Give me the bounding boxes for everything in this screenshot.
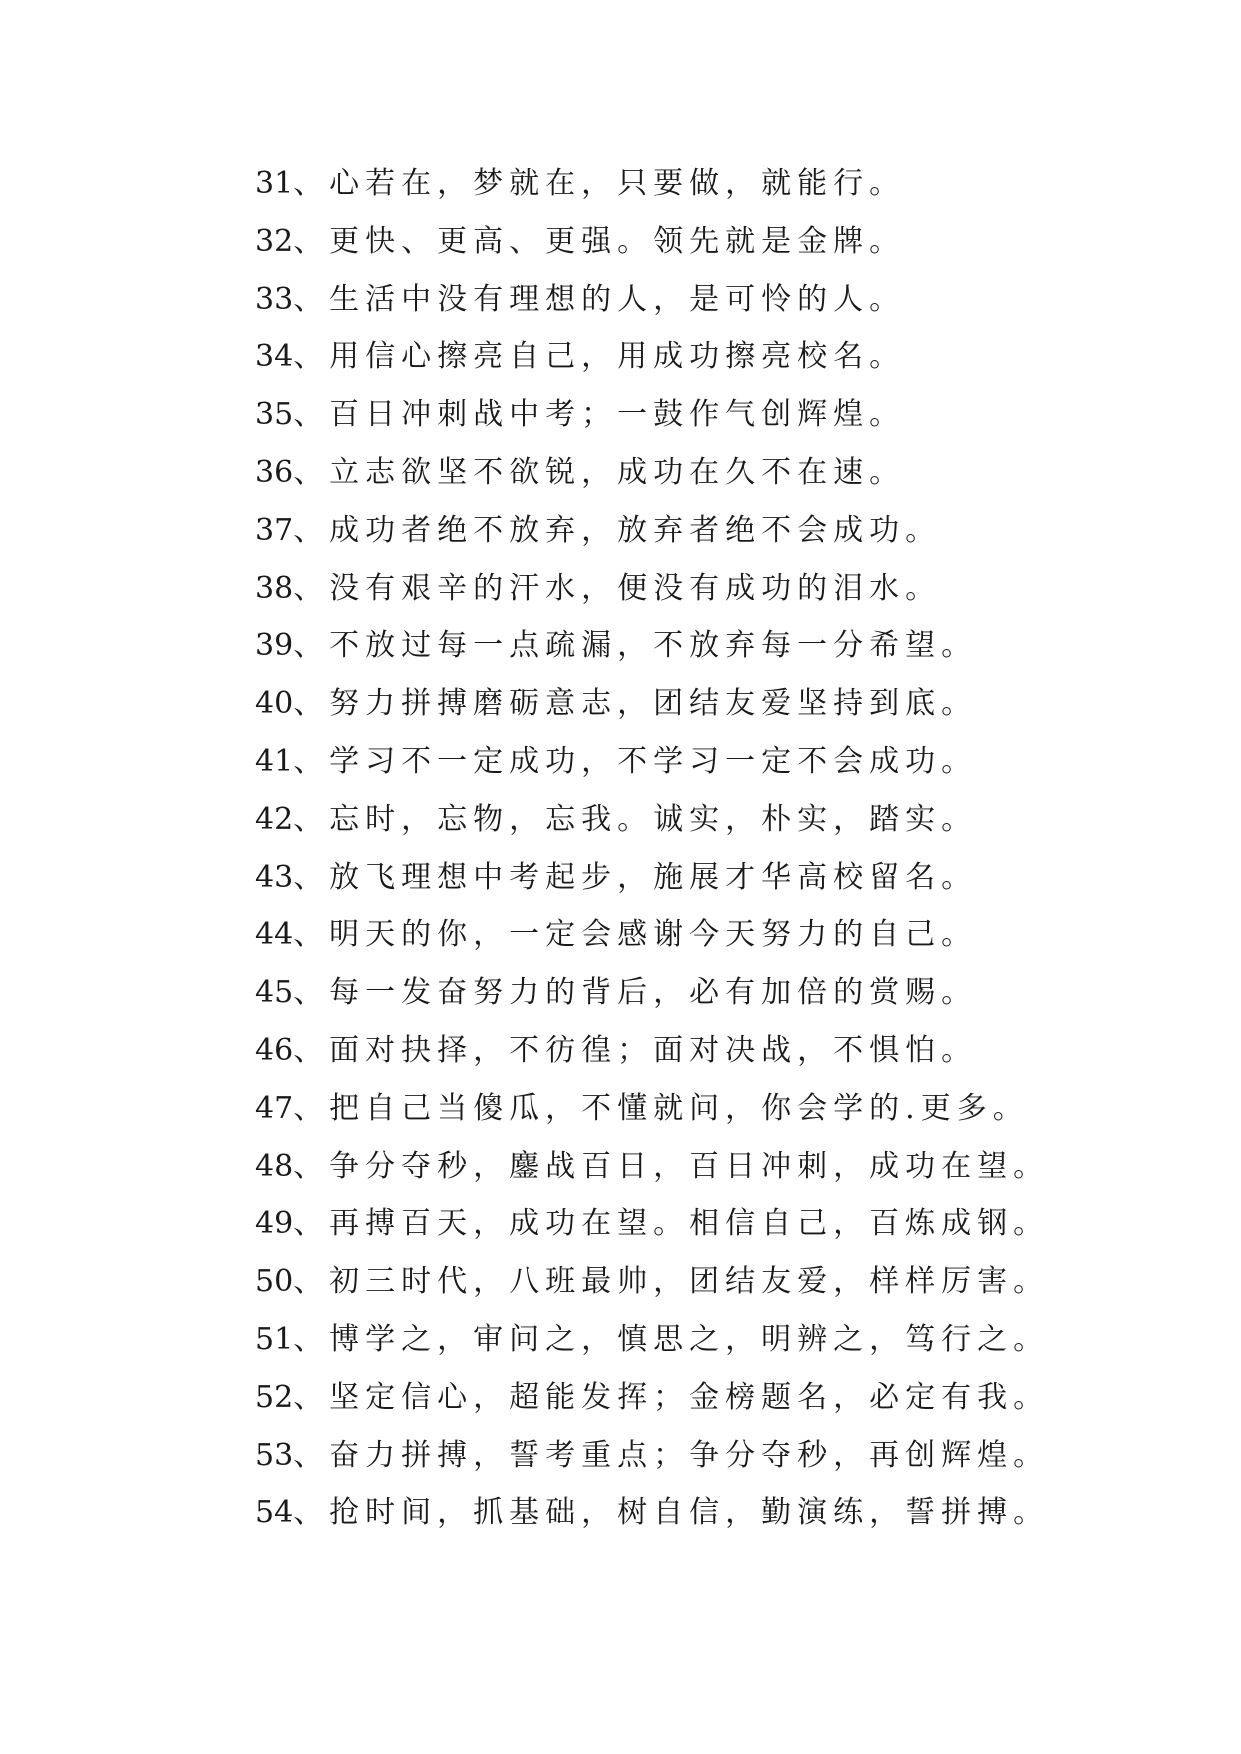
- item-text: 、学习不一定成功，不学习一定不会成功。: [293, 743, 978, 779]
- item-number: 41: [255, 743, 294, 779]
- list-item: [255, 617, 1215, 675]
- list-item: [255, 733, 1215, 791]
- item-text: 、生活中没有理想的人，是可怜的人。: [293, 281, 906, 317]
- item-text: 、不放过每一点疏漏，不放弃每一分希望。: [293, 628, 978, 664]
- item-number: 42: [255, 801, 294, 837]
- item-number: 48: [255, 1148, 294, 1184]
- list-item: [255, 849, 1215, 907]
- item-number: 52: [255, 1379, 294, 1415]
- item-number: 37: [255, 512, 294, 548]
- list-item: [255, 1253, 1215, 1311]
- item-number: 40: [255, 686, 294, 722]
- item-number: 51: [255, 1321, 294, 1357]
- item-text: 、明天的你，一定会感谢今天努力的自己。: [293, 917, 978, 953]
- item-text: 、奋力拼搏，誓考重点；争分夺秒，再创辉煌。: [293, 1437, 1050, 1473]
- item-number: 45: [255, 975, 294, 1011]
- list-item: [255, 502, 1215, 560]
- list-item: [255, 1311, 1215, 1369]
- list-item: [255, 1369, 1215, 1427]
- item-number: 38: [255, 570, 294, 606]
- item-number: 53: [255, 1437, 294, 1473]
- item-text: 、心若在，梦就在，只要做，就能行。: [293, 166, 906, 201]
- item-text: 、忘时，忘物，忘我。诚实，朴实，踏实。: [293, 801, 978, 837]
- list-item: [255, 964, 1215, 1022]
- item-number: 39: [255, 628, 294, 664]
- item-number: 49: [255, 1206, 294, 1242]
- list-item: [255, 155, 1215, 213]
- list-item: [255, 444, 1215, 502]
- item-number: 36: [255, 454, 294, 490]
- item-text: 、放飞理想中考起步，施展才华高校留名。: [293, 859, 978, 895]
- item-text: 、成功者绝不放弃，放弃者绝不会成功。: [293, 512, 942, 548]
- slogan-list: [255, 155, 1215, 1542]
- item-text: 、初三时代，八班最帅，团结友爱，样样厉害。: [293, 1264, 1050, 1300]
- list-item: [255, 906, 1215, 964]
- item-number: 43: [255, 859, 294, 895]
- list-item: [255, 560, 1215, 618]
- list-item: [255, 386, 1215, 444]
- item-text: 、坚定信心，超能发挥；金榜题名，必定有我。: [293, 1379, 1050, 1415]
- item-text: 、把自己当傻瓜，不懂就问，你会学的.更多。: [293, 1090, 1029, 1126]
- item-text: 、面对抉择，不彷徨；面对决战，不惧怕。: [293, 1032, 978, 1068]
- item-number: 34: [255, 339, 294, 375]
- item-text: 、没有艰辛的汗水，便没有成功的泪水。: [293, 570, 942, 606]
- list-item: [255, 1484, 1215, 1542]
- item-text: 、再搏百天，成功在望。相信自己，百炼成钢。: [293, 1206, 1050, 1242]
- item-number: 47: [255, 1090, 294, 1126]
- item-number: 54: [255, 1495, 294, 1531]
- item-text: 、用信心擦亮自己，用成功擦亮校名。: [293, 339, 906, 375]
- item-text: 、争分夺秒，鏖战百日，百日冲刺，成功在望。: [293, 1148, 1050, 1184]
- list-item: [255, 213, 1215, 271]
- list-item: [255, 1022, 1215, 1080]
- item-number: 33: [255, 281, 294, 317]
- item-text: 、每一发奋努力的背后，必有加倍的赏赐。: [293, 975, 978, 1011]
- item-number: 31: [255, 166, 294, 201]
- list-item: [255, 1427, 1215, 1485]
- list-item: [255, 1080, 1215, 1138]
- item-number: 50: [255, 1264, 294, 1300]
- item-text: 、立志欲坚不欲锐，成功在久不在速。: [293, 454, 906, 490]
- list-item: [255, 271, 1215, 329]
- item-text: 、抢时间，抓基础，树自信，勤演练，誓拼搏。: [293, 1495, 1050, 1531]
- item-number: 32: [255, 223, 294, 259]
- list-item: [255, 675, 1215, 733]
- item-text: 、百日冲刺战中考；一鼓作气创辉煌。: [293, 397, 906, 433]
- item-number: 46: [255, 1032, 294, 1068]
- list-item: [255, 791, 1215, 849]
- list-item: [255, 1138, 1215, 1196]
- item-number: 35: [255, 397, 294, 433]
- list-item: [255, 1195, 1215, 1253]
- item-text: 、博学之，审问之，慎思之，明辨之，笃行之。: [293, 1321, 1050, 1357]
- item-text: 、努力拼搏磨砺意志，团结友爱坚持到底。: [293, 686, 978, 722]
- item-text: 、更快、更高、更强。领先就是金牌。: [293, 223, 906, 259]
- list-item: [255, 328, 1215, 386]
- item-number: 44: [255, 917, 294, 953]
